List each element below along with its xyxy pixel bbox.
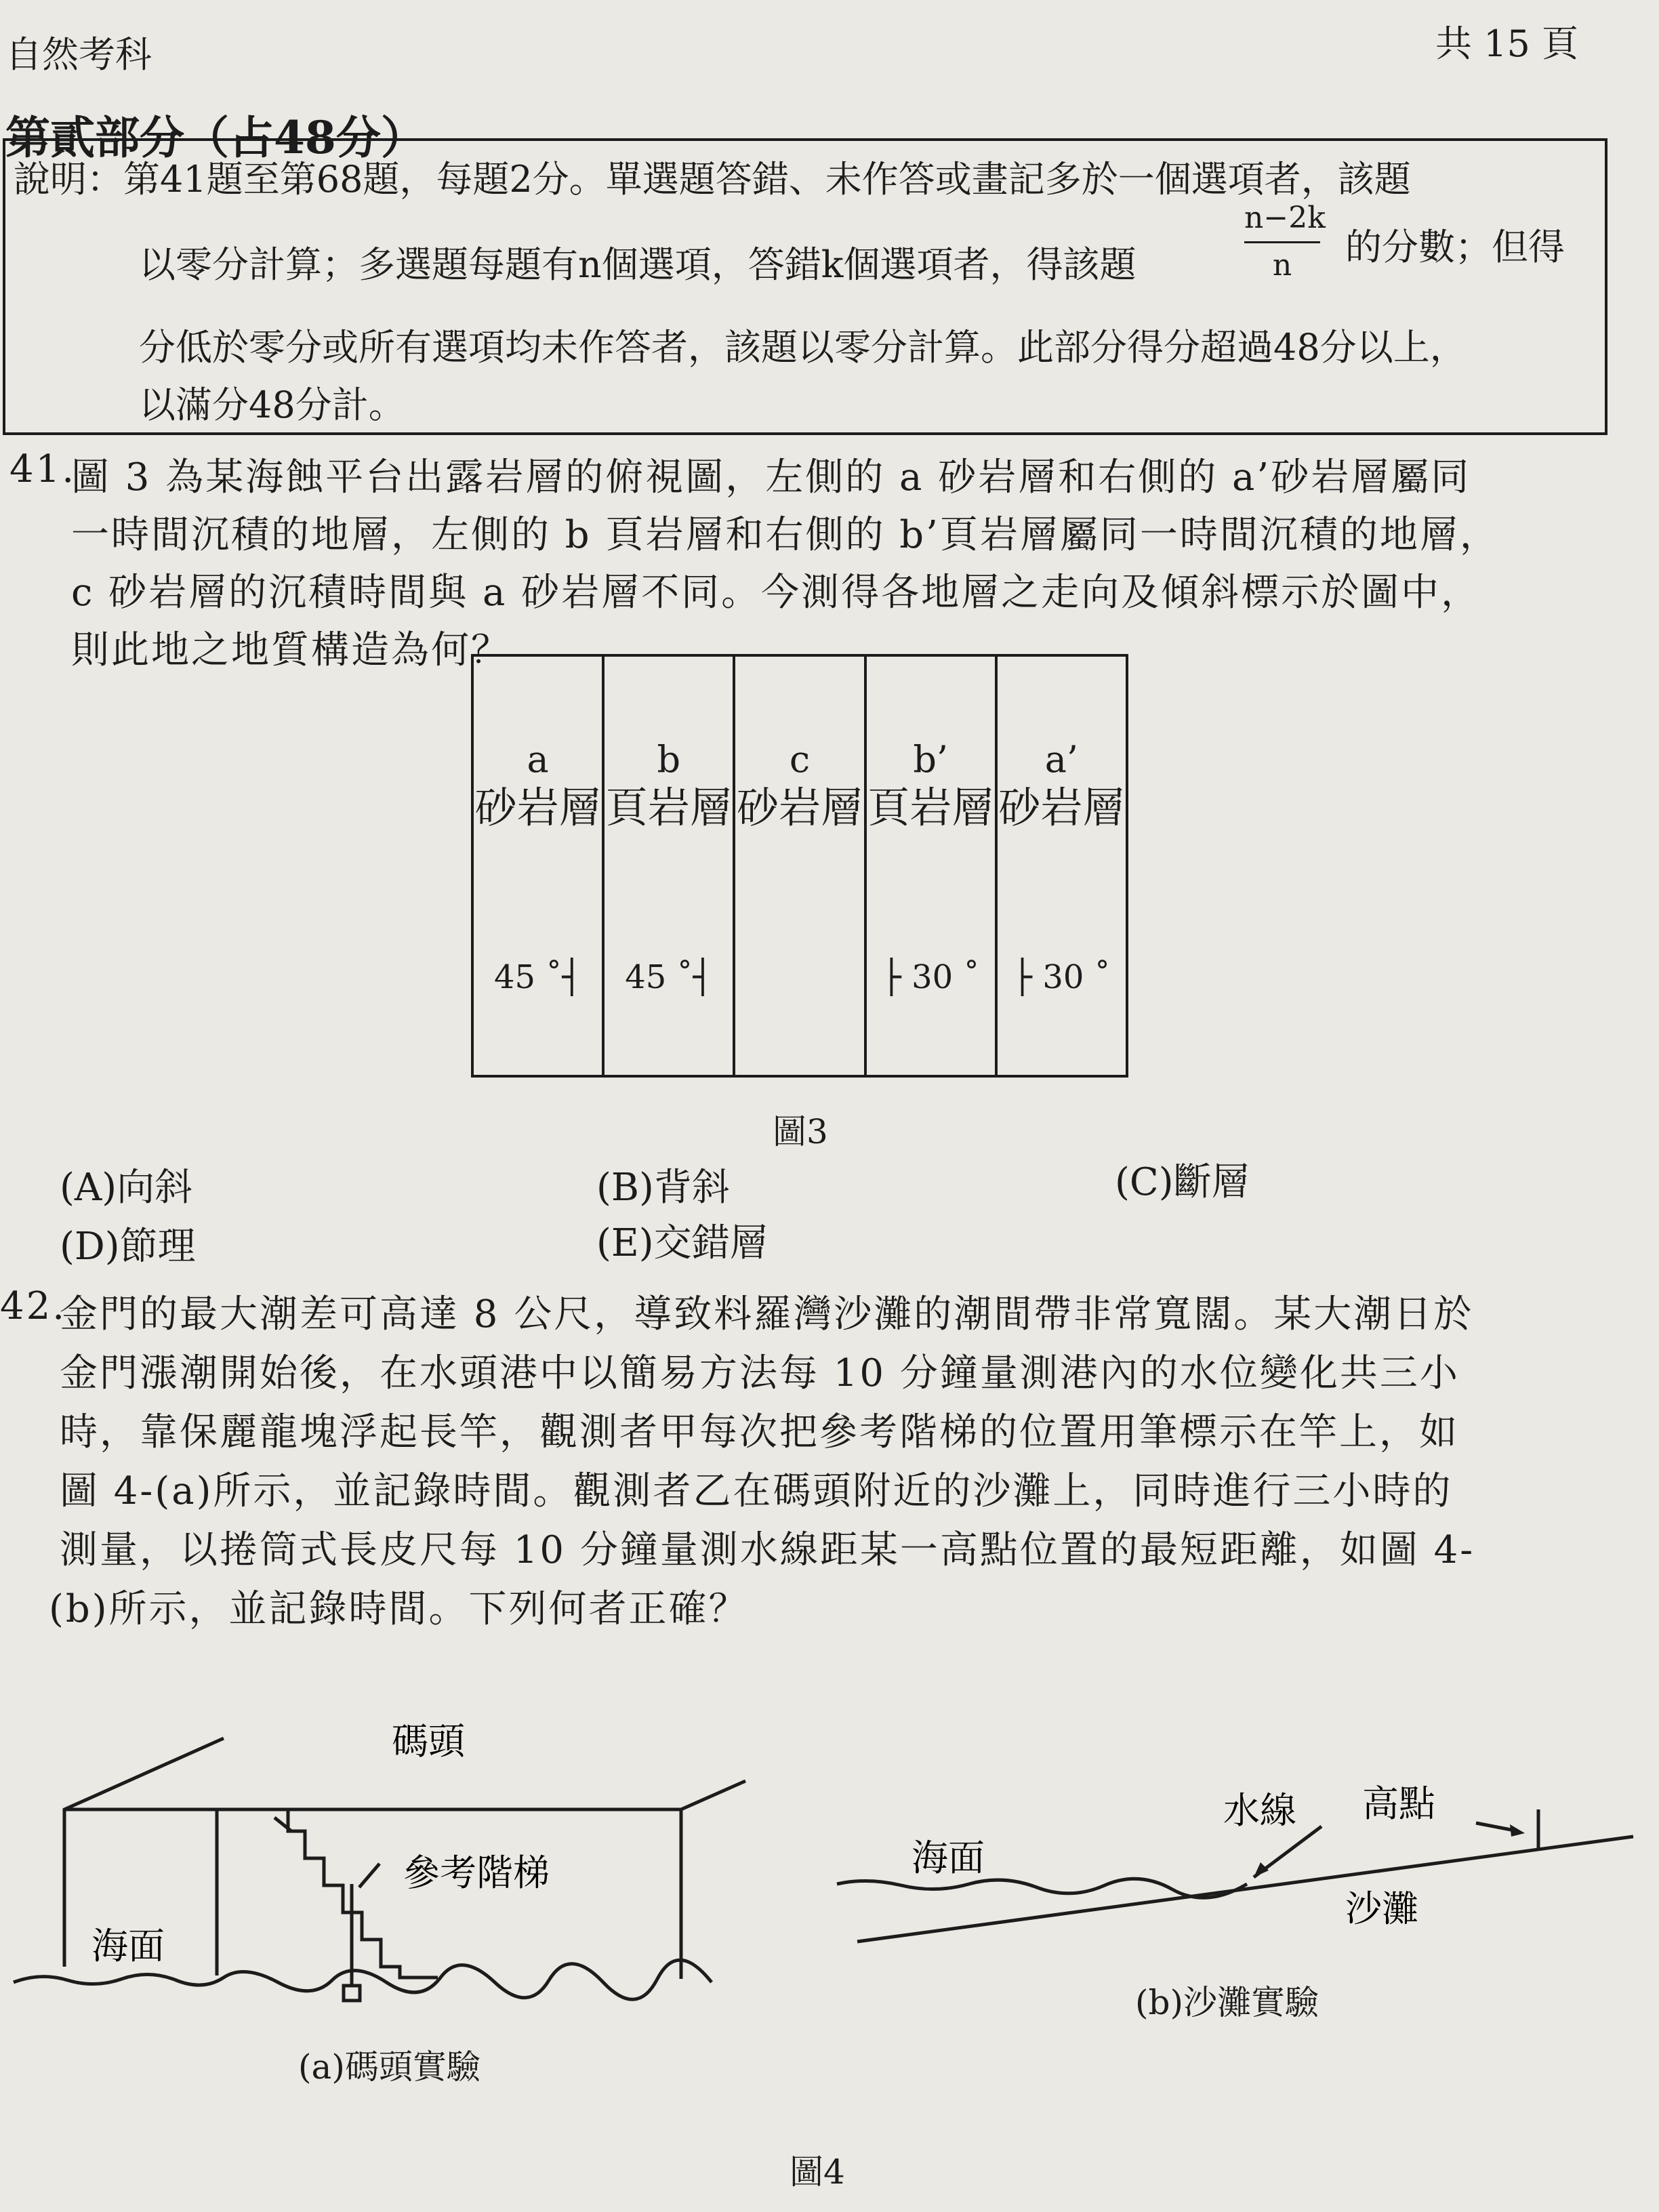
layer-a-prime [998, 657, 1126, 1075]
figure-4a-caption: (a)碼頭實驗 [298, 2047, 480, 2087]
pier-right-edge [681, 1781, 745, 1809]
layer-a [474, 657, 605, 1075]
layer-c [735, 657, 866, 1075]
subject-label: 自然考科 [5, 33, 152, 76]
figure-4a-pier-diagram [0, 1708, 786, 2087]
foam-float [344, 1986, 360, 2001]
strike-dip-symbol: ├ 30 ˚ [881, 958, 980, 996]
instruction-line-1: 說明：第41題至第68題，每題2分。單選題答錯、未作答或畫記多於一個選項者，該題 [14, 158, 1411, 201]
strike-dip-symbol: 45 ˚┤ [493, 958, 582, 996]
label-stairs: 參考階梯 [403, 1851, 550, 1894]
highpoint-arrowhead [1510, 1824, 1525, 1837]
q42-line-3: 時，靠保麗龍塊浮起長竿，觀測者甲每次把參考階梯的位置用筆標示在竿上，如 [60, 1410, 1459, 1454]
page-count: 共 15 頁 [1435, 22, 1579, 65]
waterline-arrowhead [1254, 1862, 1269, 1877]
figure-3-caption: 圖3 [773, 1112, 828, 1151]
q41-line-2: 一時間沉積的地層，左側的 b 頁岩層和右側的 b’頁岩層屬同一時間沉積的地層， [71, 513, 1500, 557]
layer-name: 砂岩層 [737, 783, 863, 832]
fraction-bar [1244, 241, 1320, 243]
layer-b [605, 657, 735, 1075]
layer-name: 頁岩層 [605, 783, 732, 832]
instruction-line-2b: 的分數；但得 [1345, 226, 1565, 268]
q42-line-2: 金門漲潮開始後，在水頭港中以簡易方法每 10 分鐘量測港內的水位變化共三小 [60, 1351, 1460, 1395]
layer-b-prime [867, 657, 998, 1075]
stair-pointer [359, 1864, 380, 1887]
q42-line-4: 圖 4-(a)所示，並記錄時間。觀測者乙在碼頭附近的沙灘上，同時進行三小時的 [60, 1469, 1453, 1513]
fraction-numerator: n−2k [1244, 201, 1326, 235]
q41-option-c[interactable]: (C)斷層 [1115, 1160, 1250, 1204]
layer-name: 頁岩層 [867, 783, 994, 832]
layer-name: 砂岩層 [474, 783, 601, 832]
strike-dip-symbol: ├ 30 ˚ [1012, 958, 1111, 996]
q42-line-6: (b)所示，並記錄時間。下列何者正確？ [49, 1587, 749, 1631]
instruction-line-2a: 以零分計算；多選題每題有n個選項，答錯k個選項者，得該題 [139, 243, 1136, 286]
section-title: 第貳部分（占48分） [5, 111, 426, 164]
label-beach: 沙灘 [1345, 1887, 1418, 1930]
label-sea-surface: 海面 [912, 1837, 985, 1879]
label-highpoint: 高點 [1362, 1782, 1435, 1825]
instruction-line-4: 以滿分48分計。 [139, 384, 405, 426]
q41-option-a[interactable]: (A)向斜 [60, 1166, 193, 1210]
q41-line-4: 則此地之地質構造為何？ [71, 628, 511, 672]
q41-line-1: 圖 3 為某海蝕平台出露岩層的俯視圖，左側的 a 砂岩層和右側的 a’砂岩層屬同 [71, 455, 1471, 499]
q41-option-e[interactable]: (E)交錯層 [596, 1221, 768, 1265]
figure-4b-caption: (b)沙灘實驗 [1135, 1983, 1319, 2022]
q41-number: 41. [9, 447, 77, 491]
layer-letter: b [657, 738, 681, 781]
q41-option-b[interactable]: (B)背斜 [596, 1166, 730, 1210]
label-sea-surface: 海面 [91, 1925, 165, 1967]
strike-dip-symbol: 45 ˚┤ [625, 958, 713, 996]
q42-number: 42. [0, 1284, 67, 1328]
q41-line-3: c 砂岩層的沉積時間與 a 砂岩層不同。今測得各地層之走向及傾斜標示於圖中， [71, 571, 1481, 615]
q42-line-1: 金門的最大潮差可高達 8 公尺，導致料羅灣沙灘的潮間帶非常寬闊。某大潮日於 [60, 1292, 1474, 1336]
q41-option-d[interactable]: (D)節理 [60, 1225, 196, 1269]
layer-letter: c [789, 738, 811, 781]
instruction-line-3: 分低於零分或所有選項均未作答者，該題以零分計算。此部分得分超過48分以上， [139, 326, 1467, 369]
layer-letter: b’ [913, 738, 949, 781]
fraction-denominator: n [1272, 248, 1292, 283]
layer-letter: a [527, 738, 549, 781]
q42-line-5: 測量，以捲筒式長皮尺每 10 分鐘量測水線距某一高點位置的最短距離，如圖 4- [60, 1528, 1475, 1572]
layer-name: 砂岩層 [998, 783, 1125, 832]
label-waterline: 水線 [1223, 1789, 1296, 1832]
figure-3-strata-map [471, 654, 1128, 1078]
figure-4b-beach-diagram [827, 1782, 1659, 1986]
layer-letter: a’ [1044, 738, 1079, 781]
figure-4-caption: 圖4 [790, 2152, 845, 2192]
label-pier: 碼頭 [392, 1720, 465, 1763]
sea-surface-wave [837, 1879, 1247, 1898]
